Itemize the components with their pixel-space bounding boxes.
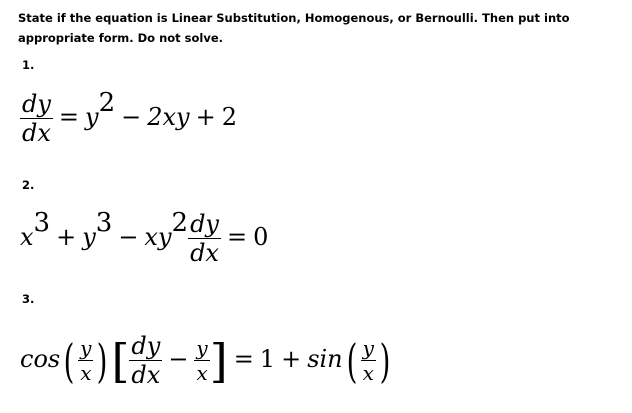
problem-3-number: 3. xyxy=(22,292,35,306)
problem-2-equation: x3 + y3 − xy2 $\frac{dy}{dx}$ = 0 xyxy=(20,208,269,267)
instructions-text: State if the equation is Linear Substitution, Homogenous, or Bernoulli. Then put into appropriate form. Do not solve. xyxy=(18,11,570,45)
dy-dx-fraction: $\frac{dy}{dx}$ xyxy=(22,90,51,147)
problem-2-number: 2. xyxy=(22,178,35,192)
problem-1-equation: $\frac{dy}{dx}$ = y2 − 2xy + 2 xyxy=(22,88,238,147)
y-over-x-fraction: $\frac{y}{x}$ xyxy=(196,336,208,385)
dy-dx-fraction: $\frac{dy}{dx}$ xyxy=(190,210,219,267)
dy-dx-fraction: $\frac{dy}{dx}$ xyxy=(131,332,161,389)
problem-3-equation: cos( $\frac{y}{x}$ )[ $\frac{dy}{dx}$ − $\frac{y}{x}$ ] = 1 + sin( $\frac{y}{x}$ ) xyxy=(20,332,391,389)
y-over-x-fraction: $\frac{y}{x}$ xyxy=(362,336,374,385)
y-over-x-fraction: $\frac{y}{x}$ xyxy=(80,336,92,385)
problem-1-number: 1. xyxy=(22,58,35,72)
